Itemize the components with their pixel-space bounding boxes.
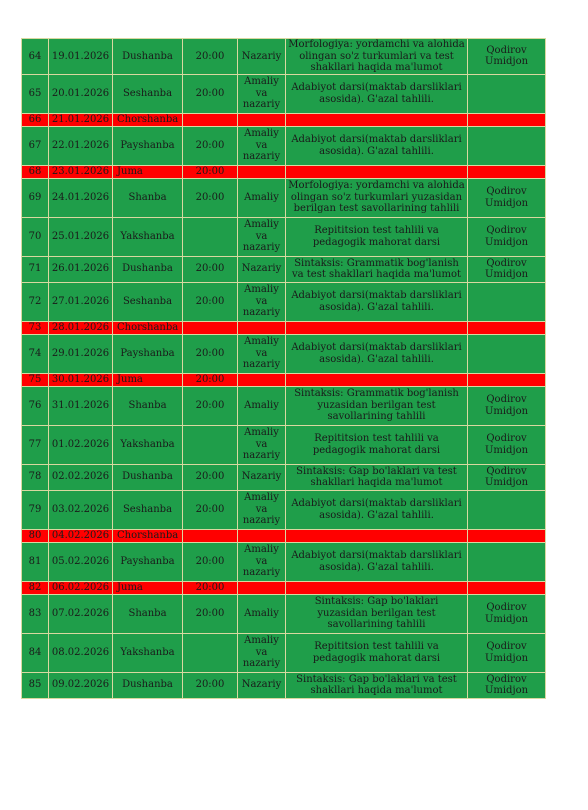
cell-topic: Repititsion test tahlili va pedagogik mahorat darsi [286, 217, 468, 256]
cell-day: Seshanba [113, 282, 183, 321]
cell-n: 76 [22, 386, 49, 425]
cell-topic: Sintaksis: Grammatik bog'lanish va test shakllari haqida ma'lumot [286, 256, 468, 282]
cell-n: 81 [22, 542, 49, 581]
cell-date: 27.01.2026 [49, 282, 113, 321]
cell-type: Amaliy va nazariy [238, 633, 286, 672]
cell-day: Juma [113, 373, 183, 386]
table-row [22, 594, 546, 633]
cell-topic [286, 529, 468, 542]
cell-type: Amaliy va nazariy [238, 425, 286, 464]
cell-teacher [468, 373, 546, 386]
cell-day: Payshanba [113, 542, 183, 581]
cell-n: 72 [22, 282, 49, 321]
cell-type [238, 373, 286, 386]
cell-date: 26.01.2026 [49, 256, 113, 282]
cell-teacher: Qodirov Umidjon [468, 633, 546, 672]
schedule-table-body [22, 39, 546, 699]
cell-time: 20:00 [183, 594, 238, 633]
table-row [22, 256, 546, 282]
cell-n: 67 [22, 126, 49, 165]
cell-type: Amaliy va nazariy [238, 217, 286, 256]
table-row-day-off [22, 165, 546, 178]
cell-n: 64 [22, 39, 49, 75]
cell-day: Juma [113, 165, 183, 178]
cell-type [238, 321, 286, 334]
cell-date: 04.02.2026 [49, 529, 113, 542]
cell-teacher: Qodirov Umidjon [468, 256, 546, 282]
cell-topic: Adabiyot darsi(maktab darsliklari asosida). G'azal tahlili. [286, 282, 468, 321]
cell-topic: Adabiyot darsi(maktab darsliklari asosida). G'azal tahlili. [286, 126, 468, 165]
cell-time: 20:00 [183, 672, 238, 698]
cell-n: 70 [22, 217, 49, 256]
table-row [22, 126, 546, 165]
cell-teacher [468, 529, 546, 542]
cell-day: Shanba [113, 386, 183, 425]
cell-date: 06.02.2026 [49, 581, 113, 594]
cell-n: 66 [22, 113, 49, 126]
cell-n: 85 [22, 672, 49, 698]
cell-type [238, 581, 286, 594]
cell-type: Amaliy va nazariy [238, 282, 286, 321]
cell-type: Amaliy va nazariy [238, 74, 286, 113]
cell-teacher: Qodirov Umidjon [468, 464, 546, 490]
cell-time: 20:00 [183, 74, 238, 113]
cell-teacher [468, 165, 546, 178]
cell-topic [286, 165, 468, 178]
cell-time [183, 217, 238, 256]
table-row [22, 217, 546, 256]
cell-day: Yakshanba [113, 217, 183, 256]
cell-n: 80 [22, 529, 49, 542]
cell-topic: Sintaksis: Gap bo'laklari va test shakllari haqida ma'lumot [286, 464, 468, 490]
table-row [22, 386, 546, 425]
cell-date: 01.02.2026 [49, 425, 113, 464]
cell-teacher [468, 74, 546, 113]
cell-day: Chorshanba [113, 321, 183, 334]
cell-topic: Adabiyot darsi(maktab darsliklari asosida). G'azal tahlili. [286, 74, 468, 113]
cell-topic [286, 373, 468, 386]
cell-date: 28.01.2026 [49, 321, 113, 334]
table-row [22, 178, 546, 217]
cell-day: Shanba [113, 594, 183, 633]
table-row [22, 425, 546, 464]
table-row [22, 39, 546, 75]
cell-n: 77 [22, 425, 49, 464]
cell-n: 68 [22, 165, 49, 178]
table-row [22, 672, 546, 698]
table-row-day-off [22, 321, 546, 334]
cell-topic: Adabiyot darsi(maktab darsliklari asosida). G'azal tahlili. [286, 334, 468, 373]
cell-day: Chorshanba [113, 529, 183, 542]
cell-teacher: Qodirov Umidjon [468, 594, 546, 633]
cell-date: 08.02.2026 [49, 633, 113, 672]
cell-n: 75 [22, 373, 49, 386]
cell-date: 09.02.2026 [49, 672, 113, 698]
cell-n: 79 [22, 490, 49, 529]
cell-date: 05.02.2026 [49, 542, 113, 581]
cell-type: Amaliy va nazariy [238, 490, 286, 529]
cell-type [238, 113, 286, 126]
cell-type: Nazariy [238, 672, 286, 698]
cell-type: Nazariy [238, 39, 286, 75]
cell-type [238, 165, 286, 178]
cell-time: 20:00 [183, 126, 238, 165]
cell-topic: Morfologiya: yordamchi va alohida olingan so'z turkumlari va test shakllari haqida ma'lumot [286, 39, 468, 75]
watermark-bottom-right: uz [521, 744, 588, 810]
cell-time [183, 321, 238, 334]
cell-teacher [468, 126, 546, 165]
cell-topic: Repititsion test tahlili va pedagogik mahorat darsi [286, 425, 468, 464]
cell-time: 20:00 [183, 490, 238, 529]
table-row [22, 633, 546, 672]
cell-day: Chorshanba [113, 113, 183, 126]
table-row-day-off [22, 373, 546, 386]
cell-topic [286, 113, 468, 126]
cell-time: 20:00 [183, 178, 238, 217]
cell-n: 83 [22, 594, 49, 633]
cell-teacher: Qodirov Umidjon [468, 39, 546, 75]
table-row [22, 464, 546, 490]
cell-topic: Adabiyot darsi(maktab darsliklari asosida). G'azal tahlili. [286, 490, 468, 529]
cell-time: 20:00 [183, 581, 238, 594]
cell-teacher [468, 490, 546, 529]
cell-date: 23.01.2026 [49, 165, 113, 178]
cell-n: 69 [22, 178, 49, 217]
cell-time: 20:00 [183, 464, 238, 490]
cell-topic: Sintaksis: Grammatik bog'lanish yuzasidan berilgan test savollarining tahlili [286, 386, 468, 425]
schedule-table [21, 38, 546, 699]
cell-time: 20:00 [183, 386, 238, 425]
table-row [22, 334, 546, 373]
cell-type: Amaliy [238, 386, 286, 425]
cell-day: Seshanba [113, 74, 183, 113]
cell-date: 24.01.2026 [49, 178, 113, 217]
cell-topic [286, 581, 468, 594]
cell-date: 03.02.2026 [49, 490, 113, 529]
cell-time: 20:00 [183, 165, 238, 178]
cell-time: 20:00 [183, 542, 238, 581]
cell-date: 21.01.2026 [49, 113, 113, 126]
cell-teacher [468, 334, 546, 373]
cell-day: Dushanba [113, 256, 183, 282]
cell-n: 74 [22, 334, 49, 373]
cell-teacher [468, 282, 546, 321]
cell-date: 07.02.2026 [49, 594, 113, 633]
cell-teacher: Qodirov Umidjon [468, 178, 546, 217]
cell-type: Amaliy [238, 594, 286, 633]
cell-day: Yakshanba [113, 633, 183, 672]
cell-time [183, 633, 238, 672]
cell-teacher [468, 321, 546, 334]
cell-topic: Sintaksis: Gap bo'laklari yuzasidan berilgan test savollarining tahlili [286, 594, 468, 633]
cell-n: 78 [22, 464, 49, 490]
cell-n: 71 [22, 256, 49, 282]
cell-day: Dushanba [113, 39, 183, 75]
cell-day: Shanba [113, 178, 183, 217]
cell-day: Dushanba [113, 464, 183, 490]
table-row-day-off [22, 529, 546, 542]
cell-time: 20:00 [183, 334, 238, 373]
cell-topic: Sintaksis: Gap bo'laklari va test shakllari haqida ma'lumot [286, 672, 468, 698]
cell-type: Nazariy [238, 464, 286, 490]
table-row [22, 74, 546, 113]
watermark-bottom-center: uz [191, 739, 258, 805]
cell-type: Amaliy [238, 178, 286, 217]
cell-day: Dushanba [113, 672, 183, 698]
cell-n: 82 [22, 581, 49, 594]
cell-topic: Morfologiya: yordamchi va alohida olingan so'z turkumlari yuzasidan berilgan test savollarining tahlili [286, 178, 468, 217]
cell-time [183, 113, 238, 126]
cell-day: Yakshanba [113, 425, 183, 464]
cell-date: 20.01.2026 [49, 74, 113, 113]
cell-date: 31.01.2026 [49, 386, 113, 425]
cell-day: Juma [113, 581, 183, 594]
cell-day: Seshanba [113, 490, 183, 529]
cell-day: Payshanba [113, 334, 183, 373]
cell-time: 20:00 [183, 39, 238, 75]
cell-type: Amaliy va nazariy [238, 542, 286, 581]
cell-time [183, 425, 238, 464]
cell-time: 20:00 [183, 256, 238, 282]
cell-time: 20:00 [183, 282, 238, 321]
cell-type [238, 529, 286, 542]
cell-topic: Repititsion test tahlili va pedagogik mahorat darsi [286, 633, 468, 672]
cell-teacher: Qodirov Umidjon [468, 672, 546, 698]
cell-time: 20:00 [183, 373, 238, 386]
cell-teacher [468, 581, 546, 594]
cell-date: 02.02.2026 [49, 464, 113, 490]
cell-teacher: Qodirov Umidjon [468, 425, 546, 464]
cell-topic [286, 321, 468, 334]
cell-date: 30.01.2026 [49, 373, 113, 386]
cell-teacher [468, 113, 546, 126]
cell-teacher: Qodirov Umidjon [468, 217, 546, 256]
cell-date: 22.01.2026 [49, 126, 113, 165]
cell-date: 25.01.2026 [49, 217, 113, 256]
table-row [22, 542, 546, 581]
cell-n: 73 [22, 321, 49, 334]
cell-topic: Adabiyot darsi(maktab darsliklari asosida). G'azal tahlili. [286, 542, 468, 581]
table-row-day-off [22, 113, 546, 126]
cell-date: 29.01.2026 [49, 334, 113, 373]
cell-teacher [468, 542, 546, 581]
table-row-day-off [22, 581, 546, 594]
cell-n: 84 [22, 633, 49, 672]
cell-day: Payshanba [113, 126, 183, 165]
cell-type: Nazariy [238, 256, 286, 282]
table-row [22, 490, 546, 529]
cell-teacher: Qodirov Umidjon [468, 386, 546, 425]
cell-date: 19.01.2026 [49, 39, 113, 75]
cell-type: Amaliy va nazariy [238, 334, 286, 373]
cell-time [183, 529, 238, 542]
table-row [22, 282, 546, 321]
cell-n: 65 [22, 74, 49, 113]
cell-type: Amaliy va nazariy [238, 126, 286, 165]
